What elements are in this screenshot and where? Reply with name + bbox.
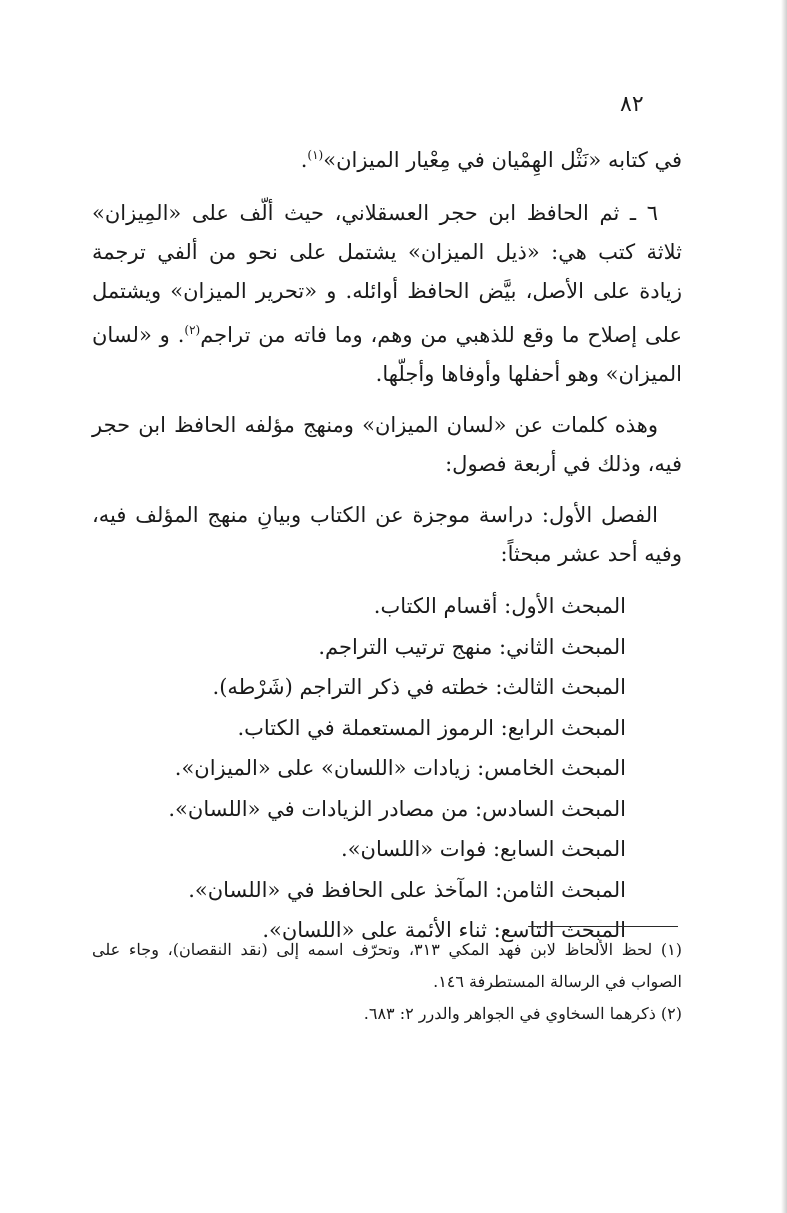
footnote-ref-2: (٢) [184, 323, 201, 337]
section-item-5: المبحث الخامس: زيادات «اللسان» على «الميزان». [174, 756, 626, 780]
paragraph-1-text: في كتابه «نَثْل الهِمْيان في مِعْيار الميزان» [323, 148, 682, 172]
section-item-1: المبحث الأول: أقسام الكتاب. [373, 594, 626, 618]
section-item-2: المبحث الثاني: منهج ترتيب التراجم. [318, 634, 626, 659]
paragraph-1 [92, 136, 682, 180]
section-item-7: المبحث السابع: فوات «اللسان». [341, 837, 626, 861]
section-item-6: المبحث السادس: من مصادر الزيادات في «اللسان». [168, 796, 626, 821]
main-text [92, 136, 682, 951]
footnote-divider [528, 926, 678, 927]
footnote-1: (١) لحظ الألحاظ لابن فهد المكي ٣١٣، وتحرّف اسمه إلى (نقد النقصان)، وجاء على الصواب في الرسالة المستطرفة ١٤٦. [92, 940, 683, 991]
page-edge-shadow [781, 0, 787, 1213]
footnote-ref-1: (١) [307, 148, 324, 162]
paragraph-2-end: . و «لسان الميزان» وهو أحفلها وأوفاها وأجلّها. [92, 323, 682, 386]
footnotes [92, 934, 682, 1030]
footnote-2: (٢) ذكرهما السخاوي في الجواهر والدرر ٢: ٦٨٣. [363, 1004, 682, 1023]
section-item-9: المبحث التاسع: ثناء الأئمة على «اللسان». [262, 918, 626, 942]
section-item-4: المبحث الرابع: الرموز المستعملة في الكتاب. [237, 715, 626, 740]
paragraph-2 [92, 194, 682, 394]
paragraph-3: وهذه كلمات عن «لسان الميزان» ومنهج مؤلفه الحافظ ابن حجر فيه، وذلك في أربعة فصول: [92, 413, 682, 476]
paragraph-2-text: ٦ ـ ثم الحافظ ابن حجر العسقلاني، حيث ألّف على «المِيزان» ثلاثة كتب هي: «ذيل الميزان» يشتمل على نحو من ألفي ترجمة زيادة على الأصل، بيَّض الحافظ أوائله. و «تحرير الميزان» ويشتمل على إصلاح ما وقع للذهبي من وهم، وما فاته من تراجم [92, 201, 682, 347]
section-item-3: المبحث الثالث: خطته في ذكر التراجم (شَرْطه). [212, 675, 626, 699]
paragraph-1-end: . [300, 148, 308, 172]
page-number: ٨٢ [620, 92, 644, 117]
paragraph-4: الفصل الأول: دراسة موجزة عن الكتاب وبيانِ منهج المؤلف فيه، وفيه أحد عشر مبحثاً: [92, 503, 682, 566]
sections-list [92, 586, 682, 951]
section-item-8: المبحث الثامن: المآخذ على الحافظ في «اللسان». [188, 877, 626, 902]
